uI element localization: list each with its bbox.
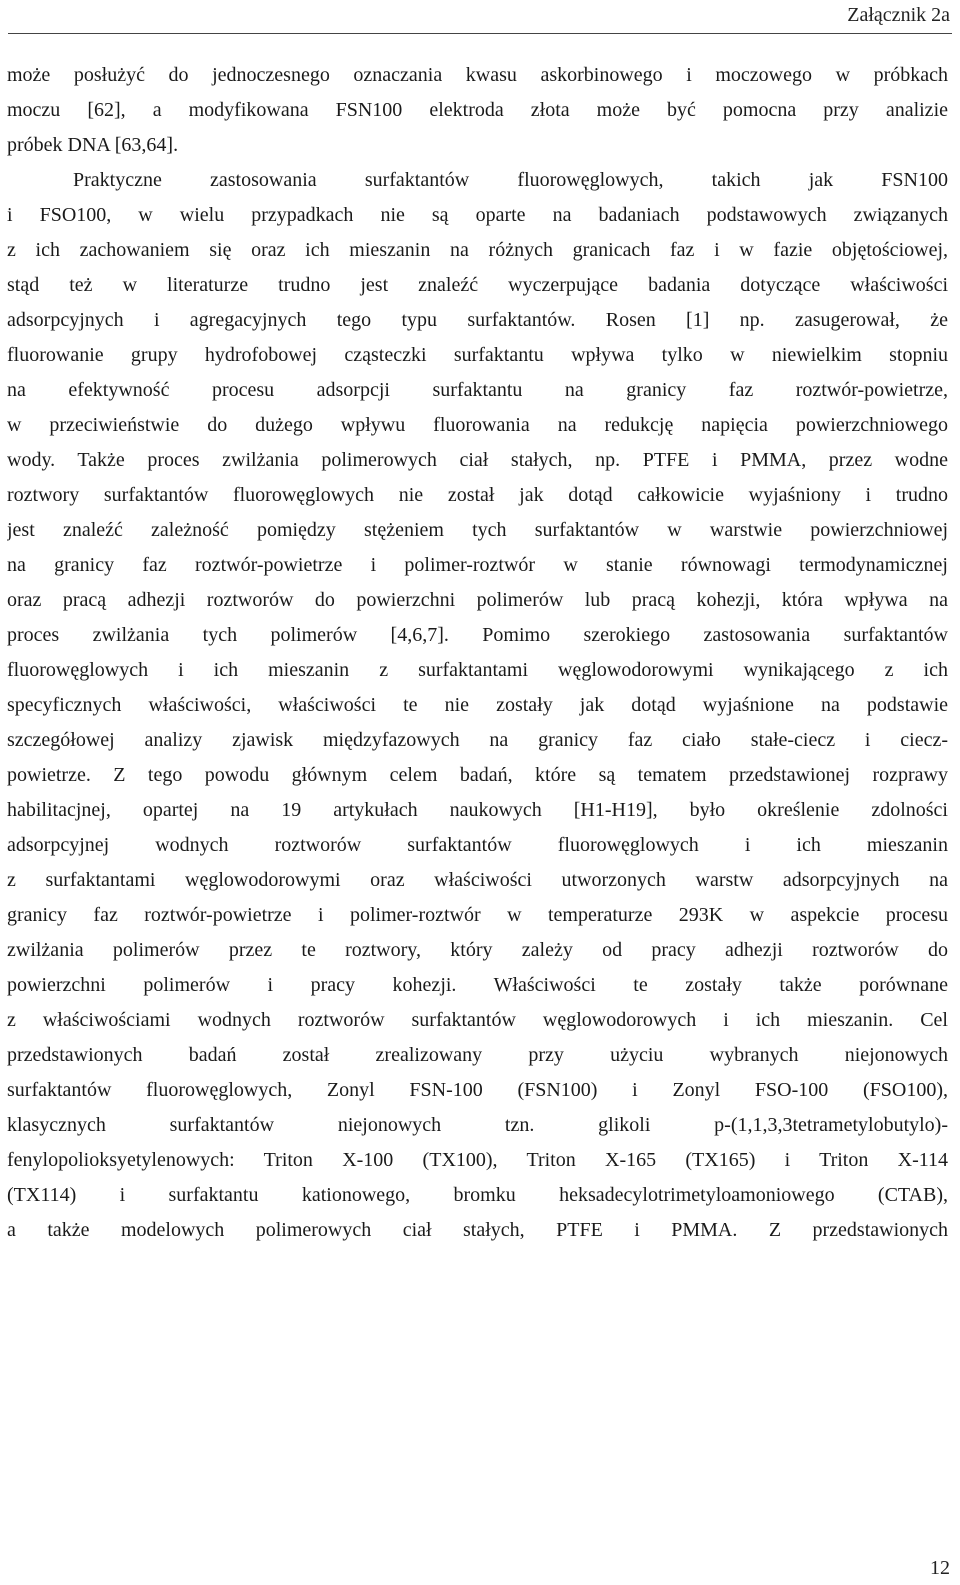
text-line: z ich zachowaniem się oraz ich mieszanin na różnych granicach faz i w fazie objętościowej, [7,239,948,261]
text-line: klasycznych surfaktantów niejonowych tzn. glikoli p-(1,1,3,3tetrametylobutylo)- [7,1114,948,1136]
text-line: powietrze. Z tego powodu głównym celem badań, które są tematem przedstawionej rozprawy [7,764,948,786]
text-line: roztwory surfaktantów fluorowęglowych nie został jak dotąd całkowicie wyjaśniony i trudno [7,484,948,506]
text-line: powierzchni polimerów i pracy kohezji. Właściwości te zostały także porównane [7,974,948,996]
page-number: 12 [930,1557,950,1579]
text-line: a także modelowych polimerowych ciał stałych, PTFE i PMMA. Z przedstawionych [7,1219,948,1241]
text-line: zwilżania polimerów przez te roztwory, który zależy od pracy adhezji roztworów do [7,939,948,961]
text-line: Praktyczne zastosowania surfaktantów fluorowęglowych, takich jak FSN100 [73,169,948,191]
page-header-title: Załącznik 2a [847,4,950,26]
text-line: może posłużyć do jednoczesnego oznaczania kwasu askorbinowego i moczowego w próbkach [7,64,948,86]
text-line: jest znaleźć zależność pomiędzy stężeniem tych surfaktantów w warstwie powierzchniowej [7,519,948,541]
text-line: habilitacjnej, opartej na 19 artykułach naukowych [H1-H19], było określenie zdolności [7,799,948,821]
text-line: adsorpcyjnych i agregacyjnych tego typu surfaktantów. Rosen [1] np. zasugerował, że [7,309,948,331]
text-line: granicy faz roztwór-powietrze i polimer-roztwór w temperaturze 293K w aspekcie procesu [7,904,948,926]
text-line: fluorowęglowych i ich mieszanin z surfaktantami węglowodorowymi wynikającego z ich [7,659,948,681]
text-line: na granicy faz roztwór-powietrze i polimer-roztwór w stanie równowagi termodynamicznej [7,554,948,576]
text-line: próbek DNA [63,64]. [7,134,179,156]
document-body [7,58,948,1248]
text-line: i FSO100, w wielu przypadkach nie są oparte na badaniach podstawowych związanych [7,204,948,226]
text-line: surfaktantów fluorowęglowych, Zonyl FSN-100 (FSN100) i Zonyl FSO-100 (FSO100), [7,1079,948,1101]
text-line: adsorpcyjnej wodnych roztworów surfaktantów fluorowęglowych i ich mieszanin [7,834,948,856]
text-line: przedstawionych badań został zrealizowany przy użyciu wybranych niejonowych [7,1044,948,1066]
text-line: proces zwilżania tych polimerów [4,6,7]. Pomimo szerokiego zastosowania surfaktantów [7,624,948,646]
header-divider [8,33,952,34]
text-line: oraz pracą adhezji roztworów do powierzchni polimerów lub pracą kohezji, która wpływa na [7,589,948,611]
text-line: na efektywność procesu adsorpcji surfaktantu na granicy faz roztwór-powietrze, [7,379,948,401]
text-line: specyficznych właściwości, właściwości te nie zostały jak dotąd wyjaśnione na podstawie [7,694,948,716]
text-line: (TX114) i surfaktantu kationowego, bromku heksadecylotrimetyloamoniowego (CTAB), [7,1184,948,1206]
text-line: z właściwościami wodnych roztworów surfaktantów węglowodorowych i ich mieszanin. Cel [7,1009,948,1031]
text-line: szczegółowej analizy zjawisk międzyfazowych na granicy faz ciało stałe-ciecz i ciecz- [7,729,948,751]
text-line: z surfaktantami węglowodorowymi oraz właściwości utworzonych warstw adsorpcyjnych na [7,869,948,891]
text-line: moczu [62], a modyfikowana FSN100 elektroda złota może być pomocna przy analizie [7,99,948,121]
text-line: w przeciwieństwie do dużego wpływu fluorowania na redukcję napięcia powierzchniowego [7,414,948,436]
text-line: stąd też w literaturze trudno jest znaleźć wyczerpujące badania dotyczące właściwości [7,274,948,296]
text-line: fenylopolioksyetylenowych: Triton X-100 (TX100), Triton X-165 (TX165) i Triton X-114 [7,1149,948,1171]
text-line: fluorowanie grupy hydrofobowej cząsteczki surfaktantu wpływa tylko w niewielkim stopniu [7,344,948,366]
text-line: wody. Także proces zwilżania polimerowych ciał stałych, np. PTFE i PMMA, przez wodne [7,449,948,471]
